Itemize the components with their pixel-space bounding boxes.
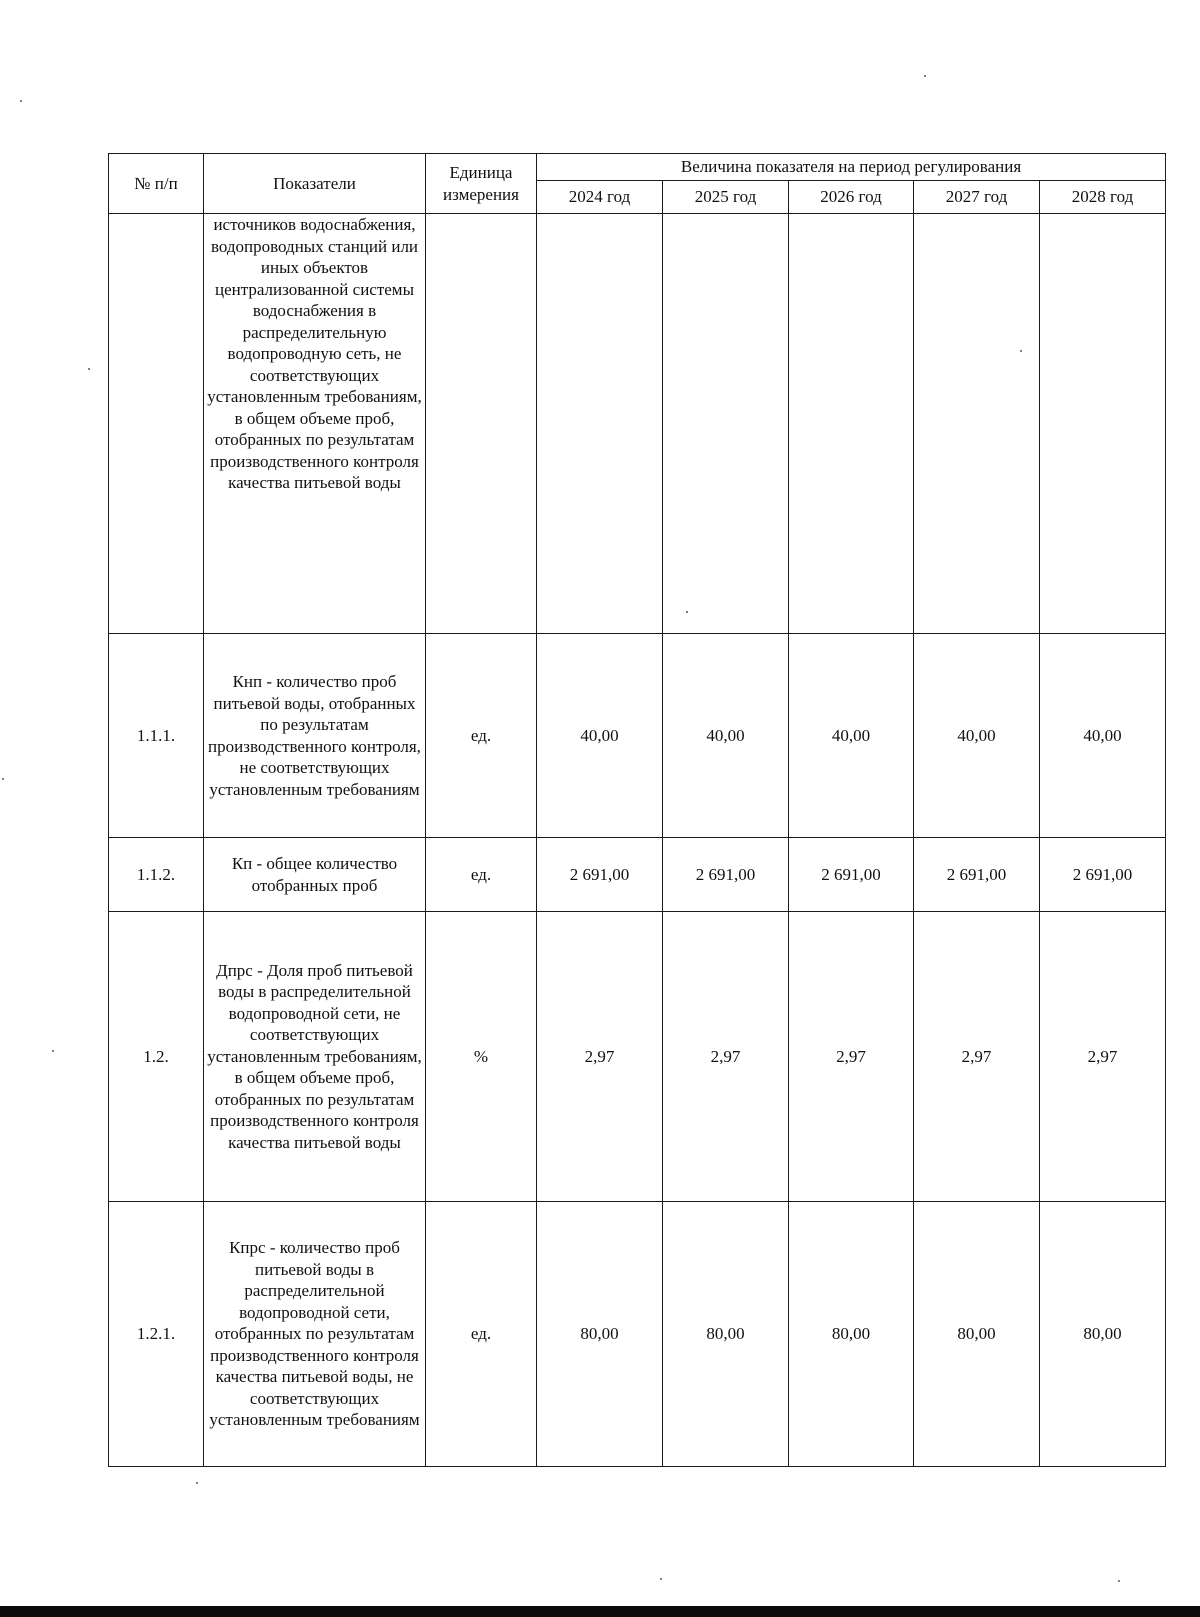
scan-edge-bar — [0, 1606, 1200, 1617]
scan-speck — [686, 611, 688, 613]
row-value-2028: 2,97 — [1040, 912, 1166, 1202]
row-value-2026: 2 691,00 — [789, 838, 914, 912]
row-value-2025: 2 691,00 — [663, 838, 789, 912]
row-value-2026: 40,00 — [789, 634, 914, 838]
header-year-2026: 2026 год — [789, 181, 914, 214]
table-row — [109, 214, 1166, 634]
scan-speck — [1020, 350, 1022, 352]
header-period: Величина показателя на период регулирования — [537, 154, 1166, 181]
row-value-2028 — [1040, 214, 1166, 634]
scan-speck — [52, 1050, 54, 1052]
table-row — [109, 1202, 1166, 1467]
table-row — [109, 912, 1166, 1202]
table-row — [109, 634, 1166, 838]
row-unit: ед. — [426, 838, 537, 912]
header-num: № п/п — [109, 154, 204, 214]
row-value-2024: 2 691,00 — [537, 838, 663, 912]
row-unit: ед. — [426, 1202, 537, 1467]
row-num: 1.2.1. — [109, 1202, 204, 1467]
row-name: источников водоснабжения, водопроводных станций или иных объектов централизованной системы водоснабжения в распределительную водопроводную сеть, не соответствующих установленным требованиям, в общем объеме проб, отобранных по результатам производственного контроля качества питьевой воды — [204, 214, 426, 634]
table-row — [109, 838, 1166, 912]
row-value-2026: 2,97 — [789, 912, 914, 1202]
row-unit: % — [426, 912, 537, 1202]
row-unit — [426, 214, 537, 634]
row-value-2025: 40,00 — [663, 634, 789, 838]
row-value-2024: 2,97 — [537, 912, 663, 1202]
row-value-2027 — [914, 214, 1040, 634]
table-body — [109, 214, 1166, 1467]
header-year-2027: 2027 год — [914, 181, 1040, 214]
row-name: Кпрс - количество проб питьевой воды в распределительной водопроводной сети, отобранных по результатам производственного контроля качества питьевой воды, не соответствующих установленным требованиям — [204, 1202, 426, 1467]
header-unit: Единица измерения — [426, 154, 537, 214]
row-value-2024 — [537, 214, 663, 634]
row-value-2026 — [789, 214, 914, 634]
row-unit: ед. — [426, 634, 537, 838]
row-value-2025 — [663, 214, 789, 634]
scan-speck — [660, 1578, 662, 1580]
indicators-table — [108, 153, 1166, 1467]
header-name: Показатели — [204, 154, 426, 214]
scan-speck — [20, 100, 22, 102]
scan-speck — [1118, 1580, 1120, 1582]
row-name: Кнп - количество проб питьевой воды, отобранных по результатам производственного контроля, не соответствующих установленным требованиям — [204, 634, 426, 838]
table-header — [109, 154, 1166, 214]
row-value-2024: 40,00 — [537, 634, 663, 838]
row-num: 1.2. — [109, 912, 204, 1202]
row-value-2028: 40,00 — [1040, 634, 1166, 838]
row-value-2025: 2,97 — [663, 912, 789, 1202]
row-value-2027: 2 691,00 — [914, 838, 1040, 912]
row-value-2028: 80,00 — [1040, 1202, 1166, 1467]
row-num: 1.1.1. — [109, 634, 204, 838]
row-name: Дпрс - Доля проб питьевой воды в распределительной водопроводной сети, не соответствующих установленным требованиям, в общем объеме проб, отобранных по результатам производственного контроля качества питьевой воды — [204, 912, 426, 1202]
row-num — [109, 214, 204, 634]
header-year-2024: 2024 год — [537, 181, 663, 214]
scan-speck — [924, 75, 926, 77]
header-year-2028: 2028 год — [1040, 181, 1166, 214]
row-num: 1.1.2. — [109, 838, 204, 912]
row-value-2027: 40,00 — [914, 634, 1040, 838]
row-value-2025: 80,00 — [663, 1202, 789, 1467]
row-value-2026: 80,00 — [789, 1202, 914, 1467]
row-value-2028: 2 691,00 — [1040, 838, 1166, 912]
scan-speck — [2, 778, 4, 780]
row-value-2027: 80,00 — [914, 1202, 1040, 1467]
row-name: Кп - общее количество отобранных проб — [204, 838, 426, 912]
row-value-2027: 2,97 — [914, 912, 1040, 1202]
scan-speck — [196, 1482, 198, 1484]
header-year-2025: 2025 год — [663, 181, 789, 214]
scan-speck — [88, 368, 90, 370]
row-value-2024: 80,00 — [537, 1202, 663, 1467]
